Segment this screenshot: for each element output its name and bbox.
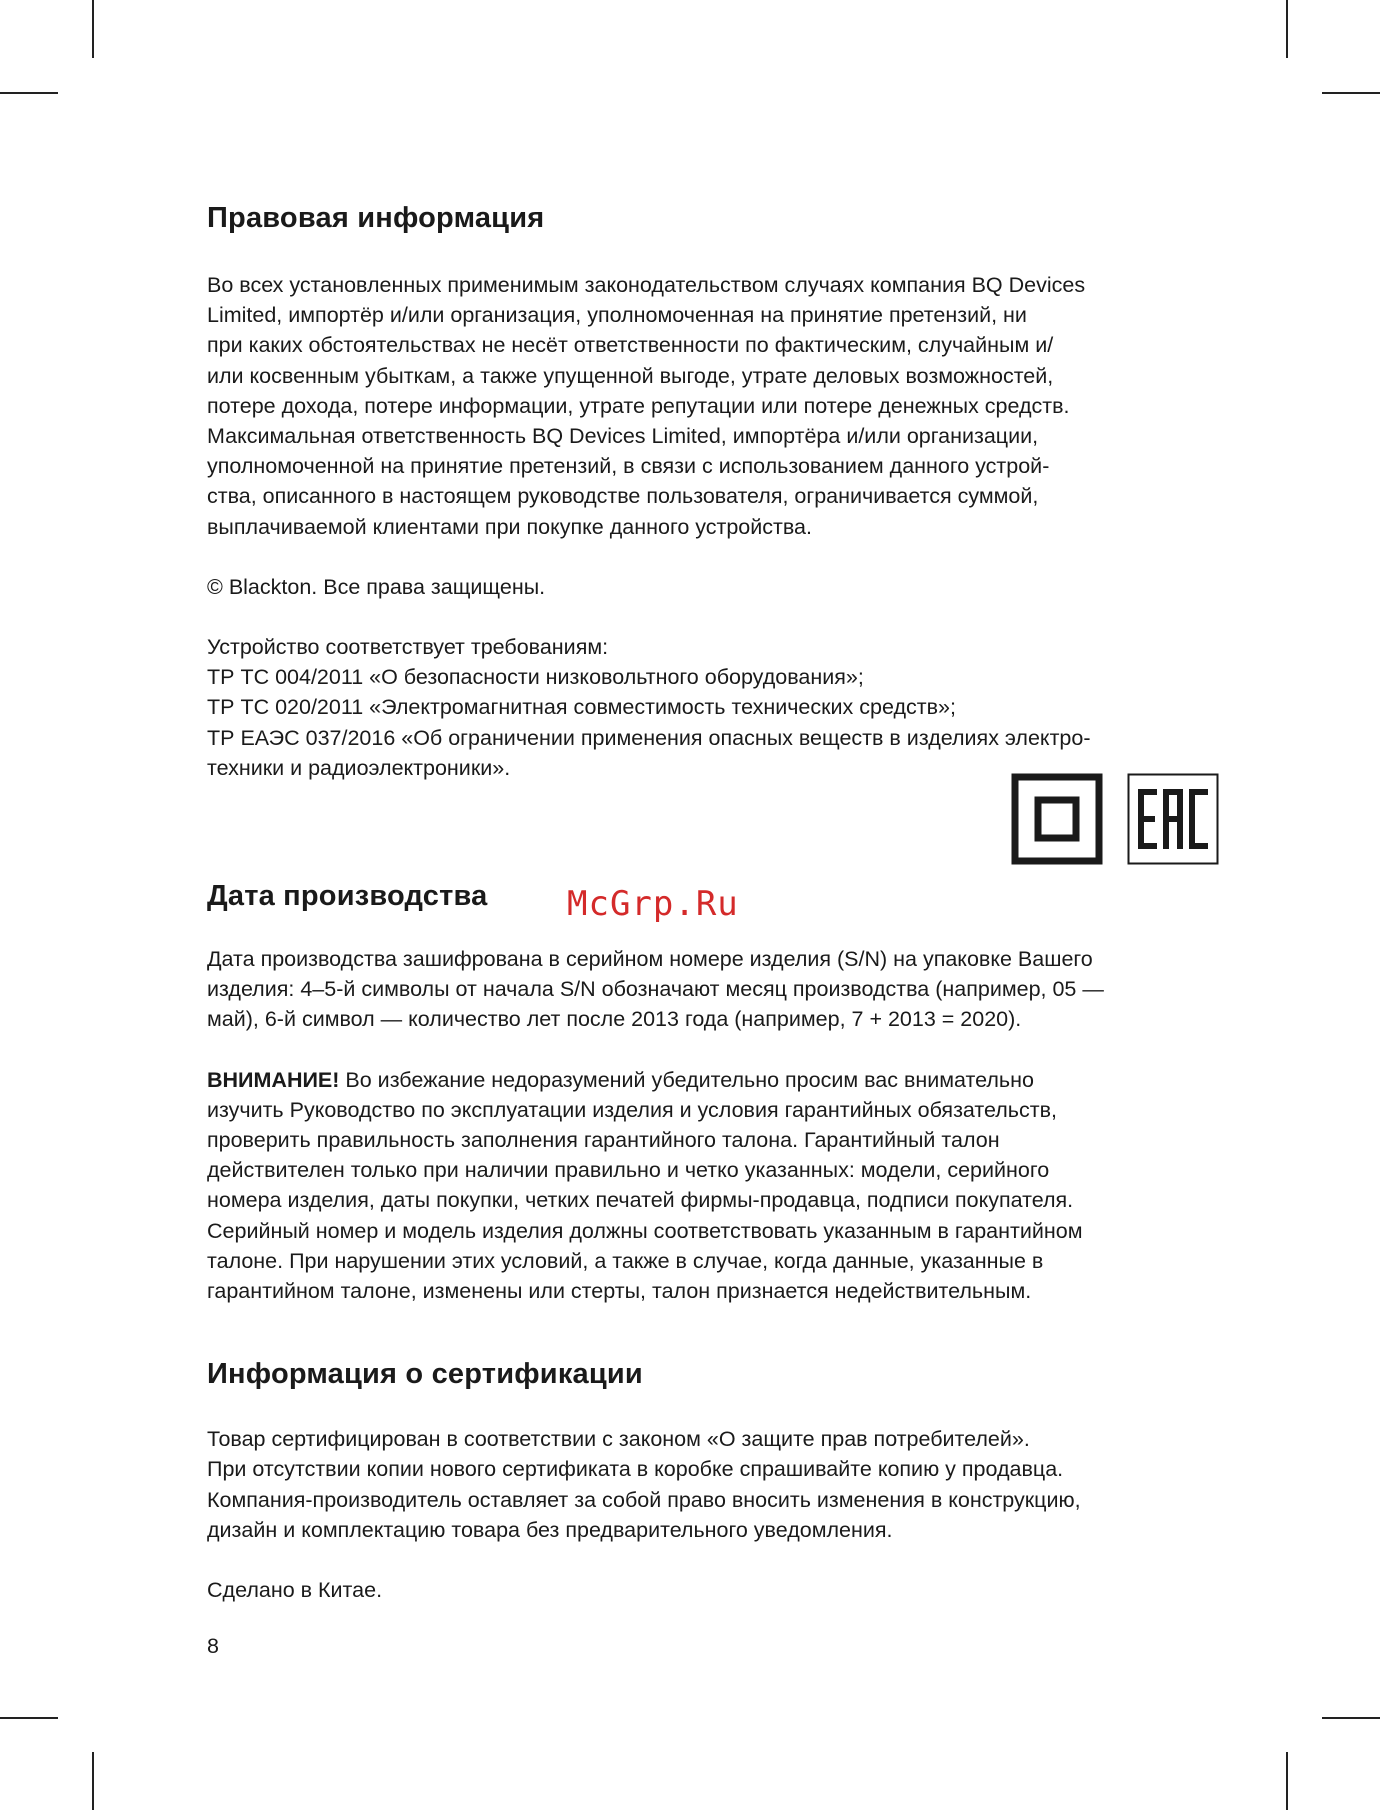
text-line: номера изделия, даты покупки, четких печатей фирмы-продавца, подписи покупателя. [207, 1188, 1074, 1213]
text-line: при каких обстоятельствах не несёт ответственности по фактическим, случайным и/ [207, 333, 1054, 358]
made-in-country: Сделано в Китае. [207, 1578, 383, 1603]
text-line: Компания-производитель оставляет за собой право вносить изменения в конструкцию, [207, 1487, 1081, 1512]
text-line: проверить правильность заполнения гарантийного талона. Гарантийный талон [207, 1128, 1000, 1153]
text-line: или косвенным убыткам, а также упущенной выгоде, утрате деловых возможностей, [207, 363, 1054, 388]
text-line: Максимальная ответственность BQ Devices Limited, импортёра и/или организации, [207, 424, 1039, 449]
text-line: май), 6-й символ — количество лет после 2013 года (например, 7 + 2013 = 2020). [207, 1007, 1022, 1032]
crop-mark [1322, 92, 1380, 94]
text-line: выплачиваемой клиентами при покупке данного устройства. [207, 514, 812, 539]
double-square-class-ii-icon [1011, 773, 1103, 865]
crop-mark [1322, 1717, 1380, 1719]
text-line: Товар сертифицирован в соответствии с законом «О защите прав потребителей». [207, 1427, 1030, 1452]
legal-info-text [207, 270, 1207, 542]
text-line: уполномоченной на принятие претензий, в связи с использованием данного устрой- [207, 454, 1050, 479]
text-line: Серийный номер и модель изделия должны соответствовать указанным в гарантийном [207, 1218, 1083, 1243]
text-line: Limited, импортёр и/или организация, уполномоченная на принятие претензий, ни [207, 303, 1027, 328]
text-line: Во всех установленных применимым законодательством случаях компания BQ Devices [207, 273, 1086, 297]
page-content [207, 196, 1207, 1662]
warning-label: ВНИМАНИЕ! [207, 1067, 340, 1092]
text-line: гарантийном талоне, изменены или стерты, талон признается недействительным. [207, 1279, 1032, 1304]
text-line: Дата производства зашифрована в серийном номере изделия (S/N) на упаковке Вашего [207, 947, 1093, 972]
crop-mark [92, 0, 94, 58]
text-line [207, 1065, 1207, 1095]
watermark: McGrp.Ru [567, 884, 739, 924]
text-line: ТР ТС 004/2011 «О безопасности низковольтного оборудования»; [207, 665, 864, 690]
crop-mark [1286, 1752, 1288, 1810]
certification-info-text [207, 1424, 1207, 1545]
certification-marks [1011, 773, 1219, 865]
text-line: талоне. При нарушении этих условий, а также в случае, когда данные, указанные в [207, 1248, 1044, 1273]
copyright-notice: © Blackton. Все права защищены. [207, 574, 546, 599]
text-line: потере дохода, потере информации, утрате репутации или потере денежных средств. [207, 393, 1070, 418]
page-number: 8 [207, 1634, 219, 1659]
crop-mark [0, 1717, 58, 1719]
text-line: изучить Руководство по эксплуатации изделия и условия гарантийных обязательств, [207, 1097, 1058, 1122]
text-line: изделия: 4–5-й символы от начала S/N обозначают месяц производства (например, 05 — [207, 977, 1104, 1002]
production-date-heading: Дата производства [207, 880, 488, 913]
crop-mark [92, 1752, 94, 1810]
warning-first-line: Во избежание недоразумений убедительно просим вас внимательно [339, 1067, 1034, 1092]
crop-mark [1286, 0, 1288, 58]
text-line: техники и радиоэлектроники». [207, 755, 511, 780]
certification-info-heading: Информация о сертификации [207, 1358, 643, 1391]
warning-text [207, 1065, 1207, 1307]
text-line: ства, описанного в настоящем руководстве пользователя, ограничивается суммой, [207, 484, 1039, 509]
legal-info-heading: Правовая информация [207, 202, 545, 234]
compliance-text [207, 632, 1207, 783]
text-line: ТР ЕАЭС 037/2016 «Об ограничении применения опасных веществ в изделиях электро- [207, 725, 1091, 750]
crop-mark [0, 92, 58, 94]
production-date-text [207, 944, 1207, 1035]
text-line: действителен только при наличии правильно и четко указанных: модели, серийного [207, 1158, 1050, 1183]
eac-mark-icon [1127, 773, 1219, 865]
text-line: При отсутствии копии нового сертификата в коробке спрашивайте копию у продавца. [207, 1457, 1064, 1482]
text-line: ТР ТС 020/2011 «Электромагнитная совместимость технических средств»; [207, 695, 956, 720]
text-line: Устройство соответствует требованиям: [207, 635, 609, 660]
text-line: дизайн и комплектацию товара без предварительного уведомления. [207, 1517, 893, 1542]
